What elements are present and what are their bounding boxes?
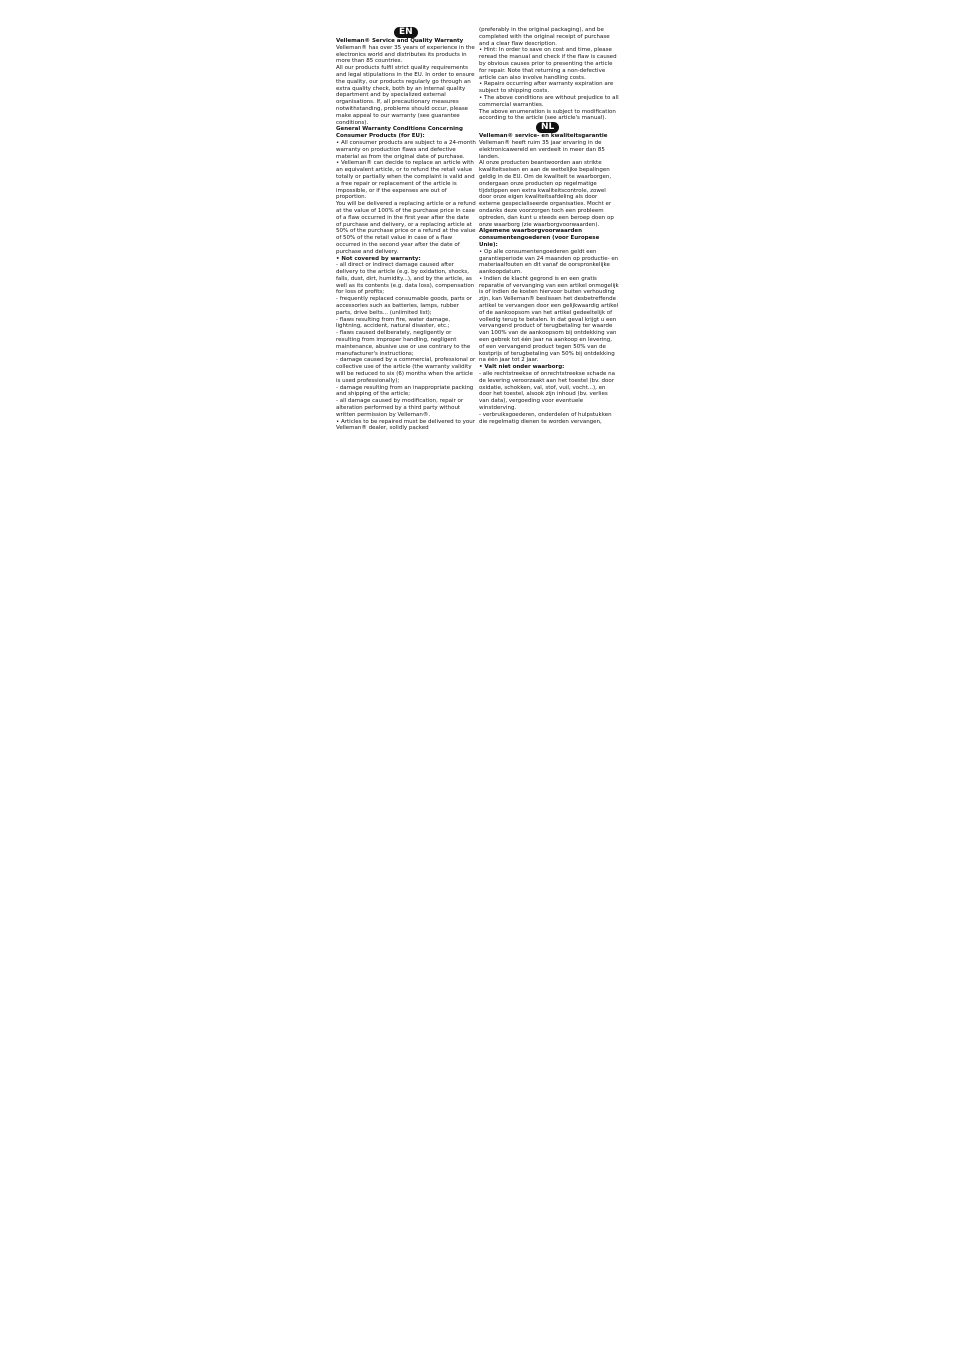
en-general-2: • Velleman® can decide to replace an article with an equivalent article, or to refund the retail value totally or partially when the complaint is valid and a free repair or replacement of the article is impossible, or if the expenses are out of proportion. xyxy=(336,160,475,201)
en-continued-5: The above enumeration is subject to modification according to the article (see article's manual). xyxy=(479,108,616,122)
en-general-heading: General Warranty Conditions Concerning Consumer Products (for EU): xyxy=(336,126,463,140)
nl-not-covered-1: - alle rechtstreekse of onrechtstreekse schade na de levering veroorzaakt aan het toestel (bv. door oxidatie, schokken, val, stof, vuil, vocht...), en door het toestel, alsook zijn inhoud (bv. verlies van data), vergoeding voor eventuele winstderving. xyxy=(479,371,616,412)
en-continued-2: • Hint: In order to save on cost and time, please reread the manual and check if the flaw is caused by obvious causes prior to presenting the article for repair. Note that returning a non-defective article can also involve handling costs. xyxy=(479,47,617,81)
language-badge-en: EN xyxy=(394,27,418,38)
en-continued-3: • Repairs occurring after warranty expiration are subject to shipping costs. xyxy=(479,81,614,95)
en-not-covered-2: - frequently replaced consumable goods, parts or accessories such as batteries, lamps, rubber parts, drive belts... (unlimited list); xyxy=(336,296,472,316)
nl-title: Velleman® service- en kwaliteitsgarantie xyxy=(479,133,608,140)
nl-not-covered-heading: • Valt niet onder waarborg: xyxy=(479,364,565,371)
en-not-covered-7: - all damage caused by modification, repair or alteration performed by a third party without written permission by Velleman®. xyxy=(336,398,464,418)
badge-row-nl xyxy=(479,122,619,133)
column-right xyxy=(479,27,619,425)
en-continued-4: • The above conditions are without prejudice to all commercial warranties. xyxy=(479,94,619,108)
en-not-covered-5: - damage caused by a commercial, professional or collective use of the article (the warranty validity will be reduced to six (6) months when the article is used professionally); xyxy=(336,357,476,384)
nl-intro: Velleman® heeft ruim 35 jaar ervaring in de elektronicawereld en verdeelt in meer dan 85 landen. xyxy=(479,139,605,160)
nl-general-heading: Algemene waarborgvoorwaarden consumentengoederen (voor Europese Unie): xyxy=(479,228,600,248)
en-not-covered-3: - flaws resulting from fire, water damage, lightning, accident, natural disaster, etc.; xyxy=(336,316,451,330)
en-not-covered-heading: • Not covered by warranty: xyxy=(336,255,421,262)
en-general-1: • All consumer products are subject to a 24-month warranty on production flaws and defective material as from the original date of purchase. xyxy=(336,139,476,160)
badge-row-en xyxy=(336,27,476,38)
en-title: Velleman® Service and Quality Warranty xyxy=(336,38,464,44)
nl-general-2: • Indien de klacht gegrond is en een gratis reparatie of vervanging van een artikel onmogelijk is of indien de kosten hiervoor buiten verhouding zijn, kan Velleman® beslissen het desbetreffende artikel te vervangen door een gelijkwaardig artikel of de aankoopsom van het artikel gedeeltelijk of volledig terug te betalen. In dat geval krijgt u een vervangend product of terugbetaling ter waarde van 100% van de aankoopsom bij ontdekking van een gebrek tot één jaar na aankoop en levering, of een vervangend product tegen 50% van de kostprijs of terugbetaling van 50% bij ontdekking na één jaar tot 2 jaar. xyxy=(479,275,619,364)
en-continued-1: (preferably in the original packaging), and be completed with the original receipt of purchase and a clear flaw description. xyxy=(479,27,610,47)
nl-quality: Al onze producten beantwoorden aan strikte kwaliteitseisen en aan de wettelijke bepalingen geldig in de EU. Om de kwaliteit te waarborgen, ondergaan onze producten op regelmatige tijdstippen een extra kwaliteitscontrole, zowel door onze eigen kwaliteitsafdeling als door externe gespecialiseerde organisaties. Mocht er ondanks deze voorzorgen toch een probleem optreden, dan kunt u steeds een beroep doen op onze waarborg (zie waarborgvoorwaarden). xyxy=(479,160,614,228)
column-left xyxy=(336,27,476,432)
nl-general-1: • Op alle consumentengoederen geldt een garantieperiode van 24 maanden op productie- en materiaalfouten en dit vanaf de oorspronkelijke aankoopdatum. xyxy=(479,248,619,276)
language-badge-nl: NL xyxy=(536,122,559,133)
en-not-covered-6: - damage resulting from an inappropriate packing and shipping of the article; xyxy=(336,384,474,398)
en-not-covered-8: • Articles to be repaired must be delivered to your Velleman® dealer, solidly packed xyxy=(336,418,476,432)
nl-not-covered-2: - verbruiksgoederen, onderdelen of hulpstukken die regelmatig dienen te worden vervangen, xyxy=(479,411,612,425)
en-general-3: You will be delivered a replacing article or a refund at the value of 100% of the purchase price in case of a flaw occurred in the first year after the date of purchase and delivery, or a replacing article at 50% of the purchase price or a refund at the value of 50% of the retail value in case of a flaw occurred in the second year after the date of purchase and delivery. xyxy=(336,201,476,255)
en-quality: All our products fulfil strict quality requirements and legal stipulations in the EU. In order to ensure the quality, our products regularly go through an extra quality check, both by an internal quality department and by specialized external organisations. If, all precautionary measures notwithstanding, problems should occur, please make appeal to our warranty (see guarantee conditions). xyxy=(336,65,475,126)
en-not-covered-4: - flaws caused deliberately, negligently or resulting from improper handling, negligent maintenance, abusive use or use contrary to the manufacturer's instructions; xyxy=(336,330,471,357)
en-intro: Velleman® has over 35 years of experience in the electronics world and distributes its products in more than 85 countries. xyxy=(336,44,475,65)
en-not-covered-1: - all direct or indirect damage caused after delivery to the article (e.g. by oxidation, shocks, falls, dust, dirt, humidity...), and by the article, as well as its contents (e.g. data loss), compensation for loss of profits; xyxy=(336,262,475,296)
